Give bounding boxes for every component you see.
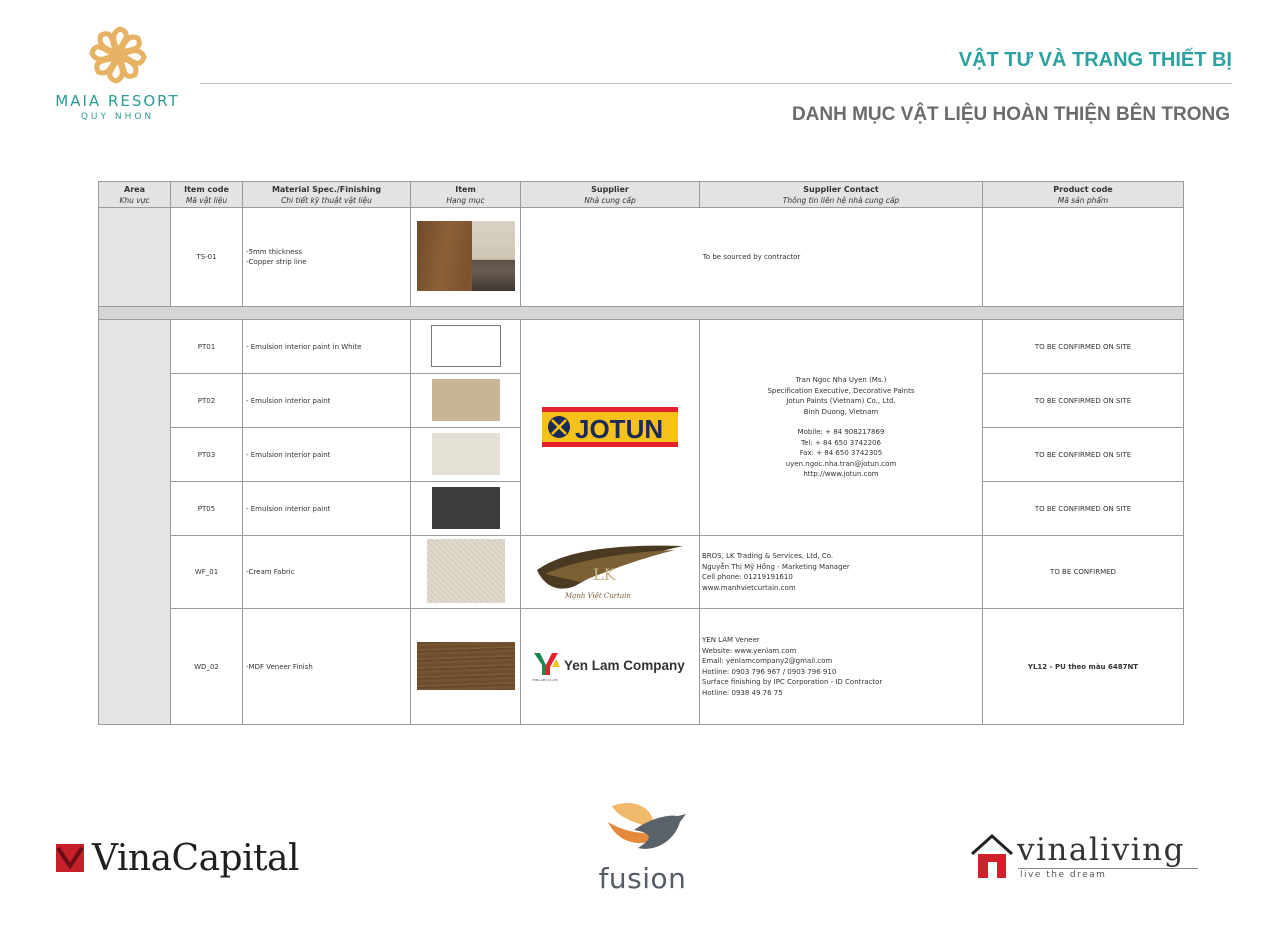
house-icon (970, 832, 1014, 882)
vinacapital-mark-icon (56, 844, 84, 872)
paint-swatch-offwhite (432, 433, 500, 475)
brand-name: MAIA RESORT (55, 92, 180, 110)
paint-swatch-beige (432, 379, 500, 421)
col-material-spec: Material Spec./Finishing Chi tiết kỹ thuật vật liệu (243, 182, 411, 208)
supplier-contact-jotun: Tran Ngoc Nha Uyen (Ms.) Specification Executive, Decorative Paints Jotun Paints (Vietnam) Co., Ltd. Binh Duong, Vietnam Mobile: + 84 908217869 Tel: + 84 650 3742206 Fax: + 84 650 3742305 uyen.ngoc.nha.tran@jotun.com http://www.jotun.com (700, 320, 983, 536)
material-spec: -MDF Veneer Finish (243, 609, 411, 725)
wood-strip-image (417, 221, 515, 291)
item-code: PT03 (171, 428, 243, 482)
item-code: PT02 (171, 374, 243, 428)
svg-text:Mạnh Việt Curtain: Mạnh Việt Curtain (565, 592, 631, 600)
product-code: TO BE CONFIRMED ON SITE (983, 320, 1184, 374)
product-code (983, 208, 1184, 307)
supplier-logo-yenlam (521, 609, 700, 725)
yen-lam-logo (530, 649, 690, 683)
lk-curtain-logo (535, 540, 685, 602)
material-spec: - Emulsion interior paint (243, 428, 411, 482)
product-code: TO BE CONFIRMED (983, 536, 1184, 609)
item-code: TS-01 (171, 208, 243, 307)
table-row (99, 320, 1184, 374)
product-code: TO BE CONFIRMED ON SITE (983, 482, 1184, 536)
fusion-logo (590, 800, 695, 895)
svg-text:Yen Lam Company: Yen Lam Company (564, 657, 685, 673)
item-image (411, 208, 521, 307)
item-image (411, 609, 521, 725)
bird-icon (598, 800, 688, 860)
jotun-logo (542, 407, 678, 447)
product-code: YL12 - PU theo màu 6487NT (983, 609, 1184, 725)
item-image (411, 320, 521, 374)
vinaliving-tagline: live the dream (1020, 870, 1107, 880)
table-row (99, 609, 1184, 725)
svg-text:LK: LK (593, 565, 616, 584)
col-area: Area Khu vực (99, 182, 171, 208)
item-image (411, 428, 521, 482)
col-item: Item Hạng mục (411, 182, 521, 208)
maia-resort-logo (50, 24, 185, 134)
material-spec: -5mm thickness -Copper strip line (243, 208, 411, 307)
vinaliving-text: vinaliving (1017, 832, 1185, 868)
area-cell (99, 320, 171, 725)
table-header-row (99, 182, 1184, 208)
paint-swatch-white (431, 325, 501, 367)
table-row (99, 536, 1184, 609)
svg-text:YEN LAM CO.,LTD: YEN LAM CO.,LTD (532, 677, 558, 682)
fusion-text: fusion (598, 862, 687, 895)
supplier-contact-yenlam: YEN LAM Veneer Website: www.yenlam.com Email: yenlamcompany2@gmail.com Hotline: 0903 796 967 / 0903 796 910 Surface finishing by IPC Corporation - ID Contractor Hotline: 0938 49 76 75 (700, 609, 983, 725)
vinacapital-text: VinaCapital (92, 837, 300, 879)
page-subtitle: DANH MỤC VẬT LIỆU HOÀN THIỆN BÊN TRONG (791, 104, 1230, 125)
cream-fabric-image (427, 539, 505, 603)
flower-icon (88, 24, 148, 86)
supplier-contact-lk: BROS, LK Trading & Services, Ltd, Co. Nguyễn Thị Mỹ Hồng - Marketing Manager Cell phone: 01219191610 www.manhvietcurtain.com (700, 536, 983, 609)
product-code: TO BE CONFIRMED ON SITE (983, 428, 1184, 482)
item-image (411, 482, 521, 536)
material-spec: -Cream Fabric (243, 536, 411, 609)
vinacapital-logo (56, 837, 299, 879)
mdf-veneer-image (417, 642, 515, 690)
item-image (411, 536, 521, 609)
area-cell (99, 208, 171, 307)
col-supplier: Supplier Nhà cung cấp (521, 182, 700, 208)
paint-swatch-charcoal (432, 487, 500, 529)
table-row (99, 208, 1184, 307)
col-item-code: Item code Mã vật liệu (171, 182, 243, 208)
section-separator (99, 307, 1184, 320)
supplier-logo-jotun (521, 320, 700, 536)
item-code: PT05 (171, 482, 243, 536)
material-spec: - Emulsion interior paint (243, 374, 411, 428)
material-spec: - Emulsion interior paint in White (243, 320, 411, 374)
col-supplier-contact: Supplier Contact Thông tin liên hệ nhà cung cấp (700, 182, 983, 208)
item-image (411, 374, 521, 428)
item-code: PT01 (171, 320, 243, 374)
page-title: VẬT TƯ VÀ TRANG THIẾT BỊ (958, 49, 1232, 71)
brand-location: QUY NHON (80, 112, 155, 122)
vinaliving-rule (1018, 868, 1198, 869)
item-code: WD_02 (171, 609, 243, 725)
svg-text:JOTUN: JOTUN (575, 413, 664, 444)
header-divider (200, 83, 1232, 84)
col-product-code: Product code Mã sản phẩm (983, 182, 1184, 208)
vinaliving-logo (970, 832, 1205, 884)
materials-table (98, 181, 1184, 725)
material-spec: - Emulsion interior paint (243, 482, 411, 536)
product-code: TO BE CONFIRMED ON SITE (983, 374, 1184, 428)
supplier-logo-lk (521, 536, 700, 609)
supplier-note: To be sourced by contractor (521, 208, 983, 307)
item-code: WF_01 (171, 536, 243, 609)
